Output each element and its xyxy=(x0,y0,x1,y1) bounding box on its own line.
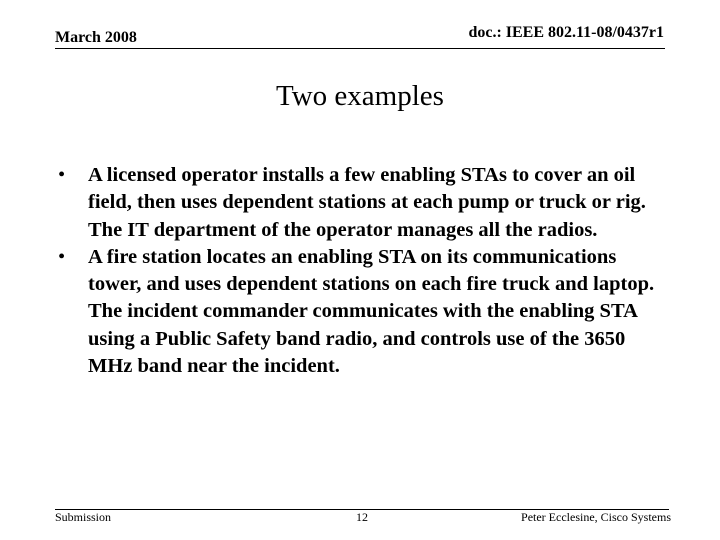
footer-page-number: 12 xyxy=(356,510,368,524)
bullet-item xyxy=(58,162,668,244)
header-divider xyxy=(55,48,665,49)
bullet-dot-icon: • xyxy=(58,245,66,268)
bullet-dot-icon: • xyxy=(58,164,66,186)
header-doc-id: doc.: IEEE 802.11-08/0437r1 xyxy=(468,24,664,41)
footer-author: Peter Ecclesine, Cisco Systems xyxy=(521,510,671,524)
header-date: March 2008 xyxy=(55,29,137,46)
bullet-list xyxy=(58,162,668,380)
footer-submission: Submission xyxy=(55,510,112,524)
slide-title: Two examples xyxy=(276,80,444,112)
bullet-text: A fire station locates an enabling STA on its communications tower, and uses dependent stations on each fire truck and laptop. The incident commander communicates with the enabling STA using a Public Safety band radio, and controls use of the 3650 MHz band near the incident. xyxy=(88,245,655,378)
bullet-item xyxy=(58,244,668,380)
bullet-text: A licensed operator installs a few enabling STAs to cover an oil field, then uses dependent stations at each pump or truck or rig. The IT department of the operator manages all the radios. xyxy=(88,164,646,241)
